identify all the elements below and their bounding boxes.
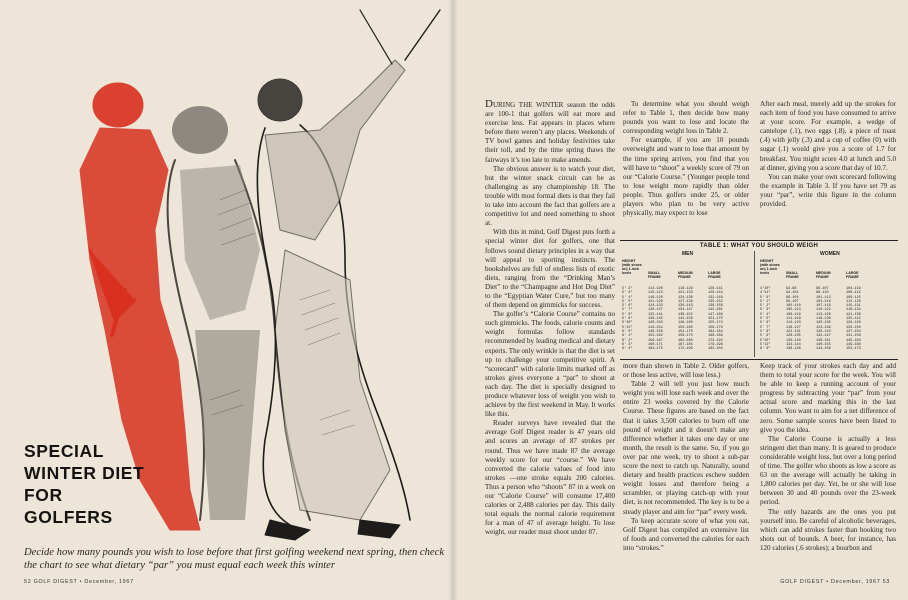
table-frame-head: MEDIUM FRAME: [816, 271, 831, 279]
paragraph: Table 2 will tell you just how much weight you will lose each week and over the entire 23 weeks covered by the Calorie Course. These figures are based on the fact that it takes 3,500 calories to burn off one pound of weight and it doesn’t make any difference whether it takes one day or one month, the result is the same. So, if you go over par one week, try to shoot a sub-par score the next to catch up. Naturally, sound dietary and health practices eschew sudden weight losses and therefore being a scrambler, or playing catch-up with your diet, is not recommended. The key is to be a steady player and aim for “par” every week.: [623, 380, 749, 516]
paragraph: You can make your own scorecard following the example in Table 3. If you have set 79 as your “par”, write this figure in the column provided.: [760, 172, 896, 209]
table-divider: [754, 251, 755, 357]
folio-right: GOLF DIGEST • December, 1967 53: [780, 579, 890, 585]
table-women-small: 92-98 94-101 96-104 99-107 102-110 105-113 108-116 111-119 114-123 118-127 122-131 126-135 130-140 134-144 138-148: [786, 287, 801, 352]
lead-in: URING THE WINTER: [492, 101, 564, 109]
headline-line: FOR: [24, 485, 63, 505]
table-men-large: 126-141 129-144 132-148 135-152 138-156 142-161 147-166 151-170 155-174 159-179 164-184 168-189 173-194 178-199 182-204: [708, 287, 723, 352]
table-height-head: HEIGHT (with shoes on) 1-inch heels: [760, 259, 780, 275]
table-title: TABLE 1: WHAT YOU SHOULD WEIGH: [699, 243, 819, 249]
paragraph: With this in mind, Golf Digest puts forth a special winter diet for golfers, one that follows sound dietary principles in a way that will appeal to sporting instincts. The bookshelves are full of endless lists of exotic diets, ranging from the “Drinking Man’s Diet” to the “Champagne and Hot Dog Diet” to the “Egyptian Water Cure,” but too many of them depend on gimmicks for success.: [485, 228, 615, 310]
table-men-medium: 118-129 121-133 124-136 127-139 130-143 134-147 138-152 142-156 146-160 150-165 154-170 158-175 162-180 167-185 172-190: [678, 287, 693, 352]
table-men-heights: 5' 2" 5' 3" 5' 4" 5' 5" 5' 6" 5' 7" 5' 8" 5' 9" 5'10" 5'11" 6' 0" 6' 1" 6' 2" 6' 3" 6' 4": [622, 287, 633, 352]
table-women-label: WOMEN: [820, 251, 840, 257]
table-women-medium: 96-107 98-110 101-113 104-116 107-119 110-122 113-126 116-130 120-135 124-139 128-143 132-147 136-151 140-155 144-159: [816, 287, 831, 352]
paragraph: For example, if you are 10 pounds overweight and want to lose that amount by the time spring arrives, you find that you will have to “shoot” a weekly score of 79 on our “Calorie Course.” (Younger people tend to lose weight more rapidly than older people. Thus golfers under 25, or older players who plan to be very active physically, may expect to lose: [623, 136, 749, 218]
table-men-label: MEN: [682, 251, 694, 257]
headline-line: WINTER DIET: [24, 463, 145, 483]
table-frame-head: SMALL FRAME: [648, 271, 661, 279]
text-column-2-top: [623, 100, 749, 218]
paragraph: [485, 100, 615, 165]
paragraph: The only hazards are the ones you put yourself into. Be careful of alcoholic beverages, which can add strokes faster than hooking two shots out of bounds. A beer, for instance, has 120 calories (.6 strokes); a bourbon and: [760, 507, 896, 552]
headline-line: SPECIAL: [24, 441, 105, 461]
paragraph: The Calorie Course is actually a less stringent diet than many. It is geared to produce considerable weight loss, but over a long period of time. The golfer who shoots as low a score as 63 on the average will actually be taking in 1,800 calories per day. Yet, he or she will lose between 30 and 40 pounds over the 23-week period.: [760, 434, 896, 507]
table-women-heights: 4'10" 4'11" 5' 0" 5' 1" 5' 2" 5' 3" 5' 4" 5' 5" 5' 6" 5' 7" 5' 8" 5' 9" 5'10" 5'11" 6' 0": [760, 287, 771, 352]
paragraph: Reader surveys have revealed that the average Golf Digest reader is 47 years old and scores an average of 87 strokes per round. Thus we have made 87 the average weekly score for our “course.” We have converted the calorie values of food into strokes —one stroke equals 200 calories. Thus a person who “shoots” 87 in a week on our “Calorie Course” will consume 17,400 calories or 2,488 calories per day. This daily total equals the normal calorie requirement for a man of 47 of average height. To lose weight, our reader must shoot under 87.: [485, 419, 615, 537]
paragraph: To determine what you should weigh refer to Table 1, then decide how many pounds you want to lose and locate the corresponding weight loss in Table 2.: [623, 100, 749, 136]
paragraph: The obvious answer is to watch your diet, but the winter snack circuit can be as challenging as any championship 18. The trouble with most formal diets is that they fail to take into account the fact that golfers are a competitive lot and need something to shoot at.: [485, 164, 615, 228]
paragraph: After each meal, merely add up the strokes for each item of food you have consumed to arrive at your score. For example, a wedge of cantelope (.1), two eggs (.8), a piece of toast (.4) with jelly (.3) and a cup of coffee (0) with sugar (.1) would give you a score of 1.7 for breakfast. You might score 4.0 at lunch and 5.0 at dinner, giving you a score that day of 10.7.: [760, 100, 896, 172]
paragraph: Keep track of your strokes each day and add them to total your score for the week. You will be able to keep a running account of your progress by subtracting your “par” from your actual score and marking this in the last column. You want to aim for a net difference of zero. Some sample scores have been listed to give you the idea.: [760, 362, 896, 434]
weight-table: [620, 240, 898, 360]
table-frame-head: SMALL FRAME: [786, 271, 799, 279]
paragraph: more than shown in Table 2. Older golfers, or those less active, will lose less.): [623, 362, 749, 380]
table-frame-head: MEDIUM FRAME: [678, 271, 693, 279]
article-deck: Decide how many pounds you wish to lose before that first golfing weekend next spring, then check the chart to see what dietary “par” you must equal each week this winter: [24, 547, 445, 571]
table-frame-head: LARGE FRAME: [846, 271, 859, 279]
text-column-2-bottom: [623, 362, 749, 553]
headline-line: GOLFERS: [24, 507, 113, 527]
paragraph: The golfer’s “Calorie Course” contains no such gimmicks. The foods, calorie counts and weight formulas follow standards recommended by leading medical and dietary experts. The only wrinkle is that the diet is set up to challenge your competitive spirit. A “scorecard” with calorie limits marked off as strokes gives everyone a “par” to shoot at each day. The diet is specially designed to produce whatever loss of weight you wish to achieve by the first weekend in May. It works like this.: [485, 310, 615, 419]
text-column-3-top: [760, 100, 896, 209]
drop-cap: D: [485, 98, 493, 110]
front-golfer-figure: [257, 10, 440, 540]
table-men-small: 112-120 115-123 118-126 121-129 124-133 128-137 132-141 136-145 140-150 144-154 148-158 152-162 156-167 160-171 164-175: [648, 287, 663, 352]
table-height-head: HEIGHT (with shoes on) 1-inch heels: [622, 259, 642, 275]
article-headline: [24, 440, 184, 528]
table-women-large: 104-119 106-122 109-125 112-128 115-131 118-134 121-138 125-142 129-146 133-150 137-154 141-158 145-163 149-168 153-173: [846, 287, 861, 352]
paragraph: To keep accurate score of what you eat, Golf Digest has compiled an extensive list of foods and converted the calories for each into “strokes.”: [623, 516, 749, 552]
table-frame-head: LARGE FRAME: [708, 271, 721, 279]
text-column-1: [485, 100, 615, 538]
folio-left: 52 GOLF DIGEST • December, 1967: [24, 579, 134, 585]
text-column-3-bottom: [760, 362, 896, 553]
paragraph-text: season the odds are 100-1 that golfers will eat more and exercise less. Fat appears in places where before there weren’t any places. Weekends of TV bowl games and holiday festivities take their toll, and by the time spring thaws the fairways it’s too late to make amends.: [485, 101, 615, 164]
